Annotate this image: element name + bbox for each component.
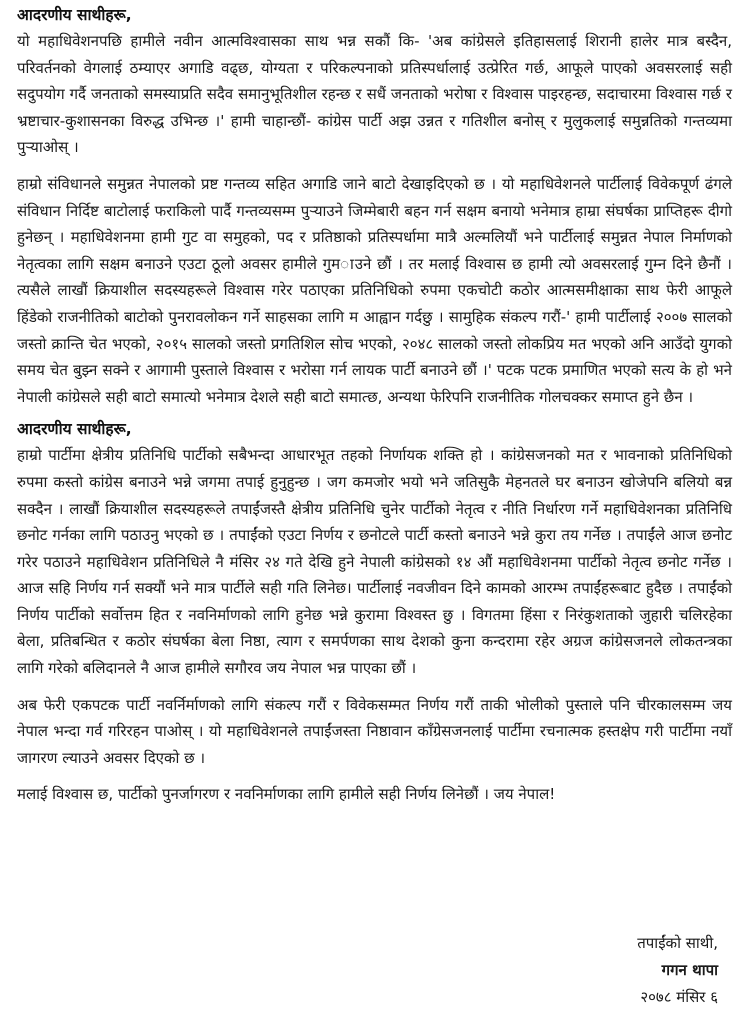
signature-block <box>637 930 718 1011</box>
body-paragraph: मलाई विश्वास छ, पार्टीको पुनर्जागरण र नवनिर्माणका लागि हामीले सही निर्णय लिनेछौं । जय नेपाल! <box>17 785 556 804</box>
signatory-name: गगन थापा <box>661 961 718 979</box>
closing-line: तपाईंको साथी, <box>637 934 718 952</box>
greeting-heading: आदरणीय साथीहरू, <box>17 420 132 439</box>
greeting-heading: आदरणीय साथीहरू, <box>17 6 132 24</box>
body-paragraph: अब फेरी एकपटक पार्टी नवर्निर्माणको लागि संकल्प गरौं र विवेकसम्मत निर्णय गरौं ताकी भोलीको पुस्ताले पनि चीरकालसम्म जय नेपाल भन्दा गर्व गरिरहन पाओस् । यो महाधिवेशनले तपाईंजस्ता निष्ठावान काँग्रेसजनलाई पार्टीमा रचनात्मक हस्तक्षेप गरी पार्टीमा नयाँ जागरण ल्याउने अवसर दिएको छ । <box>17 695 732 767</box>
letter-date: २०७८ मंसिर ६ <box>640 988 718 1006</box>
body-paragraph: यो महाधिवेशनपछि हामीले नवीन आत्मविश्वासका साथ भन्न सकौं कि- 'अब कांग्रेसले इतिहासलाई शिरानी हालेर मात्र बस्दैन, परिवर्तनको वेगलाई ठम्याएर अगाडि वढ्छ, योग्यता र परिकल्पनाको प्रतिस्पर्धालाई उत्प्रेरित गर्छ, आफूले पाएको अवसरलाई सही सदुपयोग गर्दै जनताको समस्याप्रति सदैव समानुभूतिशील रहन्छ र सधैं जनताको भरोषा र विश्वास पाइरहन्छ, सदाचारमा विश्वास गर्छ र भ्रष्टाचार-कुशासनका विरुद्ध उभिन्छ ।' हामी चाहान्छौं- कांग्रेस पार्टी अझ उन्नत र गतिशील बनोस् र मुलुकलाई समुन्नतिको गन्तव्यमा पुर्‍याओस् । <box>17 32 732 157</box>
body-paragraph: हाम्रो संविधानले समुन्नत नेपालको प्रष्ट गन्तव्य सहित अगाडि जाने बाटो देखाइदिएको छ । यो महाधिवेशनले पार्टीलाई विवेकपूर्ण ढंगले संविधान निर्दिष्ट बाटोलाई फराकिलो पार्दै गन्तव्यसम्म पुर्‍याउने जिम्मेबारी बहन गर्न सक्षम बनायो भनेमात्र हाम्रा संघर्षका प्राप्तिहरू दीगो हुनेछन् । महाधिवेशनमा हामी गुट वा समुहको, पद र प्रतिष्ठाको प्रतिस्पर्धामा मात्रै अल्मलियौं भने पार्टीलाई समुन्नत नेपाल निर्माणको नेतृत्वका लागि सक्षम बनाउने एउटा ठूलो अवसर हामीले गुम◌ाउने छौं । तर मलाई विश्वास छ हामी त्यो अवसरलाई गुम्न दिने छैनौं । त्यसैले लाखौं क्रियाशील सदस्यहरूले विश्वास गरेर पठाएका प्रतिनिधिको रुपमा एकचोटी कठोर आत्मसमीक्षाका साथ फेरी आफूले हिंडेको राजनीतिको बाटोको पुनरावलोकन गर्ने साहसका लागि म आह्वान गर्दछु । सामुहिक संकल्प गरौं-' हामी पार्टीलाई २००७ सालको जस्तो क्रान्ति चेत भएको, २०१५ सालको जस्तो प्रगतिशिल सोच भएको, २०४८ सालको जस्तो लोकप्रिय मत भएको अनि आउँदो युगको समय चेत बुझ्न सक्ने र आगामी पुस्ताले विश्वास र भरोसा गर्न लायक पार्टी बनाउने छौं ।' पटक पटक प्रमाणित भएको सत्य के हो भने नेपाली कांग्रेसले सही बाटो समात्यो भनेमात्र देशले सही बाटो समात्छ, अन्यथा फेरिपनि राजनीतिक गोलचक्कर समाप्त हुने छैन । <box>17 174 732 406</box>
body-paragraph: हाम्रो पार्टीमा क्षेत्रीय प्रतिनिधि पार्टीको सबैभन्दा आधारभूत तहको निर्णायक शक्ति हो । कांग्रेसजनको मत र भावनाको प्रतिनिधिको रुपमा कस्तो कांग्रेस बनाउने भन्ने जगमा तपाई हुनुहुन्छ । जग कमजोर भयो भने जतिसुकै मेहनतले घर बनाउन खोजेपनि बलियो बन्न सक्दैन । लाखौं क्रियाशील सदस्यहरूले तपाईंजस्तै क्षेत्रीय प्रतिनिधि चुनेर पार्टीको नेतृत्व र नीति निर्धारण गर्ने महाधिवेशनका प्रतिनिधि छनोट गर्नका लागि पठाउनु भएको छ । तपाईंको एउटा निर्णय र छनोटले पार्टी कस्तो बनाउने भन्ने कुरा तय गर्नेछ । तपाईंले आज छनोट गरेर पठाउने महाधिवेशन प्रतिनिधिले नै मंसिर २४ गते देखि हुने नेपाली कांग्रेसको १४ औं महाधिवेशनमा पार्टीको नेतृत्व छनोट गर्नेछ । आज सहि निर्णय गर्न सक्यौं भने मात्र पार्टीले सही गति लिनेछ। पार्टीलाई नवजीवन दिने कामको आरम्भ तपाईंहरूबाट हुदैछ । तपाईंको निर्णय पार्टीको सर्वोत्तम हित र नवनिर्माणको लागि हुनेछ भन्ने कुरामा विश्वस्त छु । विगतमा हिंसा र निरंकुशताको जुहारी चलिरहेका बेला, प्रतिबन्धित र कठोर संघर्षका बेला निष्ठा, त्याग र समर्पणका साथ देशको कुना कन्दरामा रहेर अग्रज कांग्रेसजनले लोकतन्त्रका लागि गरेको बलिदानले नै आज हामीले सगौरव जय नेपाल भन्न पाएका छौं । <box>17 446 732 678</box>
